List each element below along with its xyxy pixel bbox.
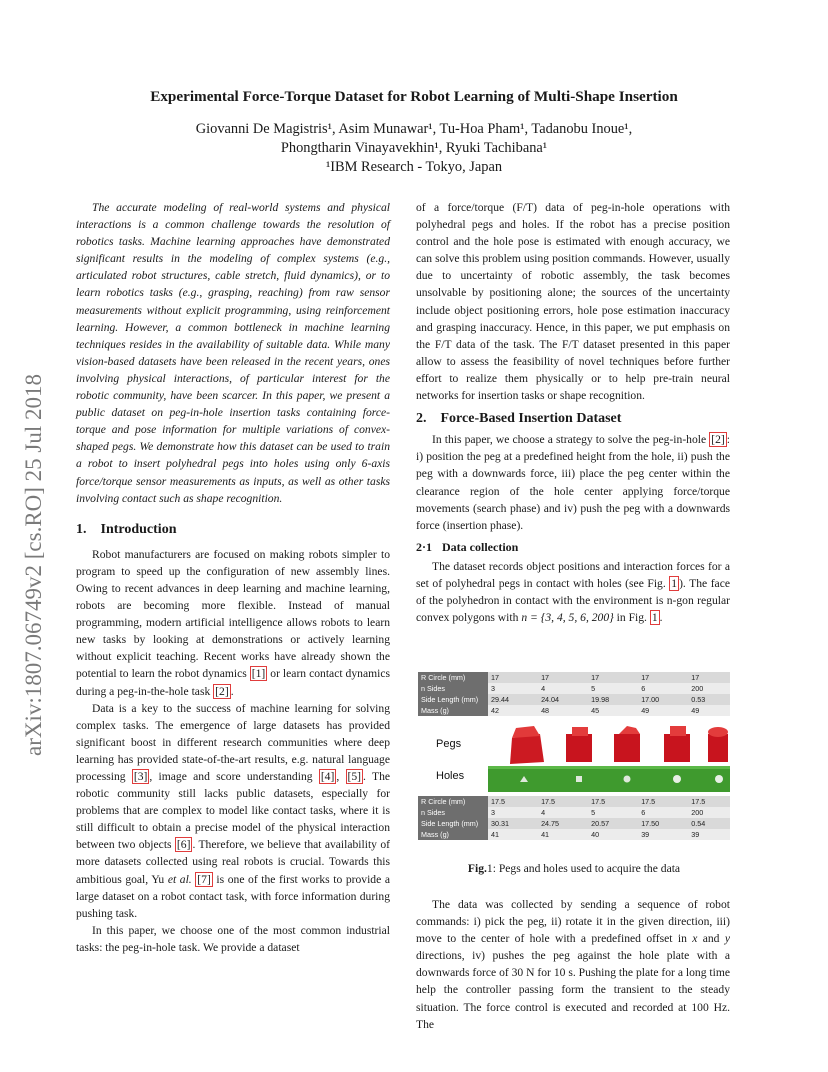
peg-table-row xyxy=(418,672,730,683)
citation-link[interactable]: [7] xyxy=(197,872,211,886)
peg-table-cell: 17.00 xyxy=(638,694,688,705)
hole-table-row-header: n Sides xyxy=(418,807,488,818)
citation-link[interactable]: [6] xyxy=(176,838,191,852)
intro-paragraph-3: In this paper, we choose one of the most common industrial tasks: the peg-in-hole task. We provide a dataset xyxy=(76,923,390,954)
paper-title: Experimental Force-Torque Dataset for Robot Learning of Multi-Shape Insertion xyxy=(150,88,678,105)
peg-table-cell: 17 xyxy=(588,672,638,683)
affiliation: ¹IBM Research - Tokyo, Japan xyxy=(325,159,503,175)
subsection-heading-data-collection xyxy=(416,539,730,556)
peg-table-cell: 19.98 xyxy=(588,694,638,705)
hole-table-cell: 17.50 xyxy=(638,818,688,829)
subsection-title: Data collection xyxy=(442,539,519,554)
section-heading-introduction xyxy=(76,521,390,538)
peg-table-cell: 48 xyxy=(538,705,588,716)
peg-table-row-header: Mass (g) xyxy=(418,705,488,716)
hole-table-cell: 6 xyxy=(638,807,688,818)
citation-link[interactable]: [1] xyxy=(251,667,266,681)
data-collection-paragraph: The dataset records object positions and interaction forces for a set of polyhedral pegs in contact with holes (see Fig. 1 ). The face of the polyhedron in contact with the environment is n-gon regular convex polygons with n = {3, 4, 5, 6, 200} in Fig. 1 . xyxy=(416,559,730,625)
hole-table-cell: 39 xyxy=(638,829,688,840)
peg-circle xyxy=(708,727,728,762)
peg-table-cell: 17 xyxy=(538,672,588,683)
hole-table-row xyxy=(418,829,730,840)
n-equation: n = {3, 4, 5, 6, 200} xyxy=(521,611,614,625)
peg-spec-table xyxy=(418,672,730,716)
hole-table-cell: 17.5 xyxy=(588,796,638,807)
peg-table-cell: 17 xyxy=(638,672,688,683)
left-column xyxy=(76,199,390,956)
right-column-bottom xyxy=(416,896,730,1033)
peg-table-cell: 0.53 xyxy=(688,694,730,705)
section-title: Force-Based Insertion Dataset xyxy=(440,411,622,427)
hole-table-cell: 17.5 xyxy=(638,796,688,807)
subsection-number: 2·1 xyxy=(416,539,433,554)
peg-table-cell: 49 xyxy=(688,705,730,716)
peg-table-cell: 42 xyxy=(488,705,538,716)
hole-table-cell: 5 xyxy=(588,807,638,818)
dataset-paragraph-1: In this paper, we choose a strategy to solve the peg-in-hole [2] : i) position the peg at a predefined height from the hole, ii) push the peg with a downwards force, iii) place the peg center within the clearance region of the hole center applying force/torque movements (search phase) and iv) push the peg with a downwards force (insertion phase). xyxy=(416,433,730,532)
peg-table-row-header: Side Length (mm) xyxy=(418,694,488,705)
hole-table-cell: 17.5 xyxy=(488,796,538,807)
section-title: Introduction xyxy=(100,521,177,537)
peg-table-row-header: n Sides xyxy=(418,683,488,694)
peg-triangle xyxy=(510,726,544,764)
hole-pentagon xyxy=(624,776,631,783)
arxiv-stamp xyxy=(10,290,50,760)
section-heading-dataset xyxy=(416,410,730,427)
hole-table-cell: 20.57 xyxy=(588,818,638,829)
hole-table-row-header: Mass (g) xyxy=(418,829,488,840)
citation-link[interactable]: [3] xyxy=(133,770,148,783)
author-line-1: Giovanni De Magistris¹, Asim Munawar¹, Tu-Hoa Pham¹, Tadanobu Inoue¹, xyxy=(195,121,633,137)
hole-table-cell: 17.5 xyxy=(688,796,730,807)
peg-table-cell: 4 xyxy=(538,683,588,694)
figure-number: 1 xyxy=(486,862,493,875)
figure-1 xyxy=(418,672,730,848)
peg-hexagon xyxy=(664,726,690,762)
section-number: 2. xyxy=(416,411,427,427)
peg-table-cell: 17 xyxy=(688,672,730,683)
hole-table-row xyxy=(418,796,730,807)
holes-label: Holes xyxy=(436,770,465,782)
right-paragraph-1: of a force/torque (F/T) data of peg-in-hole operations with polyhedral pegs and holes. If the robot has a precise position control and the hole pose is estimated with enough accuracy, we can solve this problem using position commands. However, usually due to uncertainty of robotic assembly, the task becomes unsolvable by positioning alone; the sources of the uncertainty include object positioning errors, hole pose estimation inaccuracy and grasping inaccuracy. Hence, in this paper, we put emphasis on the F/T data of the task. The F/T dataset presented in this paper allow to assess the feasibility of novel techniques before further effort to realize them physically or to help pre-train neural networks for insertion tasks or shape recognition. xyxy=(416,201,730,403)
peg-pentagon xyxy=(614,726,640,762)
hole-table-row xyxy=(418,818,730,829)
hole-table-cell: 40 xyxy=(588,829,638,840)
hole-table-cell: 4 xyxy=(538,807,588,818)
figure-caption: Fig.1: Pegs and holes used to acquire the data xyxy=(467,862,681,875)
peg-table-cell: 6 xyxy=(638,683,688,694)
hole-table-cell: 41 xyxy=(488,829,538,840)
peg-table-cell: 29.44 xyxy=(488,694,538,705)
citation-link[interactable]: [2] xyxy=(215,684,229,698)
intro-paragraph-2: Data is a key to the success of machine learning for solving complex tasks. The emergence of large datasets has provided significant boost in different research communities where deep learning has provided state-of-the-art results, e.g. natural language processing [3] , image and score understanding [4] , [5] . The robotic community still lacks public datasets, especially for problems that are complex to model like contact tasks, where it is still difficult to obtain a precise model of the physical interaction between two objects [6] . Therefore, we believe that availability of more datasets collected using real robots is crucial. Towards this ambitious goal, Yu et al. [7] is one of the first works to provide a large dataset on a robot contact task, with force information during pushing task. xyxy=(76,701,391,920)
figure-link[interactable]: 1 xyxy=(671,576,678,590)
hole-plate xyxy=(488,766,730,792)
peg-table-cell: 45 xyxy=(588,705,638,716)
hole-table-cell: 200 xyxy=(688,807,730,818)
peg-table-row-header: R Circle (mm) xyxy=(418,672,488,683)
hole-table-cell: 39 xyxy=(688,829,730,840)
hole-table-cell: 24.75 xyxy=(538,818,588,829)
figure-link[interactable]: 1 xyxy=(651,611,658,625)
peg-square xyxy=(566,727,592,762)
hole-hexagon xyxy=(673,775,681,783)
peg-table-cell: 5 xyxy=(588,683,638,694)
peg-table-row xyxy=(418,694,730,705)
hole-table-cell: 3 xyxy=(488,807,538,818)
citation-link[interactable]: [5] xyxy=(347,770,362,783)
intro-paragraph-1: Robot manufacturers are focused on making robots simpler to program to speed up the configuration of new assembly lines. Owing to recent advances in deep learning and machine learning, robots are becoming more flexible. Instead of manual programming, modern artificial intelligence allows robots to learn new tasks by looking at demonstrations or actively learning without explicit teaching. Recent works have already shown the potential to learn the robot dynamics [1] or learn contact dynamics during a peg-in-the-hole task [2] . xyxy=(76,547,390,698)
arxiv-stamp-text: arXiv:1807.06749v2 [cs.RO] 25 Jul 2018 xyxy=(21,373,46,756)
peg-table-cell: 200 xyxy=(688,683,730,694)
peg-table-row xyxy=(418,683,730,694)
right-column xyxy=(416,199,730,626)
peg-table-row xyxy=(418,705,730,716)
data-collection-paragraph-2: The data was collected by sending a sequence of robot commands: i) pick the peg, ii) rotate it in the given direction, iii) move to the center of hole with a predefined offset in x and y directions, iv) pushes the peg against the hole plate with a downwards force of 30 N for 10 s. Pushing the plate for a long time help the controller passing form the transient to the steady situation. The force control is executed and recorded at 100 Hz. The xyxy=(416,898,730,1031)
pegs-label: Pegs xyxy=(436,738,462,750)
hole-table-cell: 30.31 xyxy=(488,818,538,829)
hole-table-row-header: Side Length (mm) xyxy=(418,818,488,829)
citation-link[interactable]: [4] xyxy=(320,770,335,783)
hole-table-row xyxy=(418,807,730,818)
hole-square xyxy=(576,776,582,782)
hole-circle xyxy=(715,775,723,783)
peg-table-cell: 49 xyxy=(638,705,688,716)
hole-table-row-header: R Circle (mm) xyxy=(418,796,488,807)
section-number: 1. xyxy=(76,521,87,537)
abstract: The accurate modeling of real-world systems and physical interactions is a common challenge towards the resolution of robotics tasks. Machine learning approaches have demonstrated significant results in the modeling of complex systems (e.g., articulated robot structures, cable stretch, fluid dynamics), or to learn robotics tasks (e.g., grasping, reaching) from raw sensor measurements without explicit programming, using reinforcement learning. However, a common bottleneck in machine learning techniques resides in the availability of suitable data. While many vision-based datasets have been released in the recent years, ones involving physical interactions, of particular interest for the robotic community, have been scarcer. In this paper, we present a public dataset on peg-in-hole insertion tasks containing force-torque and pose information for multiple variations of convex-shaped pegs. We demonstrate how this dataset can be used to train a robot to insert polyhedral pegs into holes using only 6-axis force/torque sensor measurements as inputs, as well as other tasks involving contact such as shape recognition. xyxy=(76,201,390,505)
hole-spec-table xyxy=(418,796,730,840)
peg-table-cell: 17 xyxy=(488,672,538,683)
peg-table-cell: 3 xyxy=(488,683,538,694)
author-line-2: Phongtharin Vinayavekhin¹, Ryuki Tachibana¹ xyxy=(280,140,548,156)
author-block xyxy=(0,120,828,177)
hole-table-cell: 0.54 xyxy=(688,818,730,829)
hole-table-cell: 41 xyxy=(538,829,588,840)
hole-table-cell: 17.5 xyxy=(538,796,588,807)
pegs-holes-photo xyxy=(488,724,730,794)
citation-link[interactable]: [2] xyxy=(711,433,725,447)
peg-table-cell: 24.04 xyxy=(538,694,588,705)
